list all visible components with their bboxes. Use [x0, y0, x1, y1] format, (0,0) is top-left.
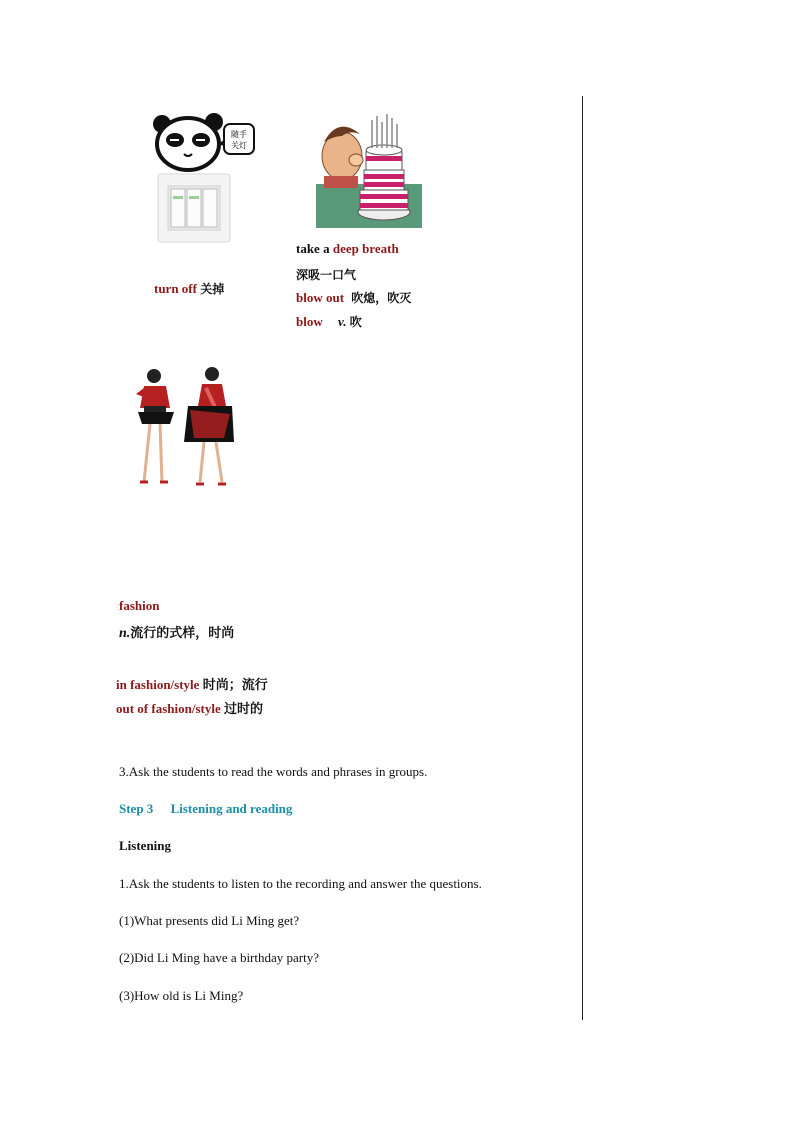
birthday-cake-image [316, 112, 422, 228]
instruction-3: 3.Ask the students to read the words and phrases in groups. [119, 764, 428, 779]
fashion-def [119, 622, 234, 642]
in-fashion-en: in fashion/style [116, 677, 200, 692]
in-fashion-entry [116, 674, 268, 693]
blow-out-en: blow out [296, 290, 345, 305]
deep-breath-text: deep breath [332, 241, 399, 256]
fashion-girls-image [126, 366, 238, 490]
question-1: (1)What presents did Li Ming get? [119, 913, 300, 928]
deep-breath-line [296, 241, 399, 257]
blow-entry [296, 313, 362, 330]
out-of-fashion-entry [116, 698, 263, 717]
bubble-text-2: 关灯 [231, 141, 247, 150]
deep-breath-zh: 深吸一口气 [296, 268, 357, 282]
out-of-fashion-en: out of fashion/style [116, 701, 221, 716]
bubble-text-1: 随手 [231, 130, 247, 139]
page-margin-line [582, 96, 583, 1020]
blow-zh: 吹 [349, 315, 362, 329]
question-3: (3)How old is Li Ming? [119, 988, 244, 1003]
in-fashion-zh: 时尚；流行 [202, 678, 268, 693]
turn-off-entry [154, 280, 224, 297]
step3-title: Listening and reading [170, 801, 293, 816]
blow-en: blow [296, 314, 323, 329]
take-a-text: take a [296, 241, 333, 256]
blow-out-zh: 吹熄，吹灭 [351, 291, 412, 305]
step3-heading [119, 801, 292, 817]
step3-label: Step 3 [119, 801, 154, 816]
panda-switch-image [150, 110, 262, 246]
fashion-def-zh: 流行的式样，时尚 [130, 626, 235, 641]
listening-heading: Listening [119, 838, 172, 853]
blow-pos: v. [337, 314, 347, 329]
turn-off-en: turn off [154, 281, 197, 296]
question-2: (2)Did Li Ming have a birthday party? [119, 950, 319, 965]
fashion-word: fashion [119, 598, 160, 613]
fashion-pos: n. [119, 626, 131, 641]
listening-instruction: 1.Ask the students to listen to the recording and answer the questions. [119, 876, 482, 891]
out-of-fashion-zh: 过时的 [223, 702, 263, 717]
turn-off-zh: 关掉 [200, 282, 225, 296]
blow-out-entry [296, 289, 411, 306]
